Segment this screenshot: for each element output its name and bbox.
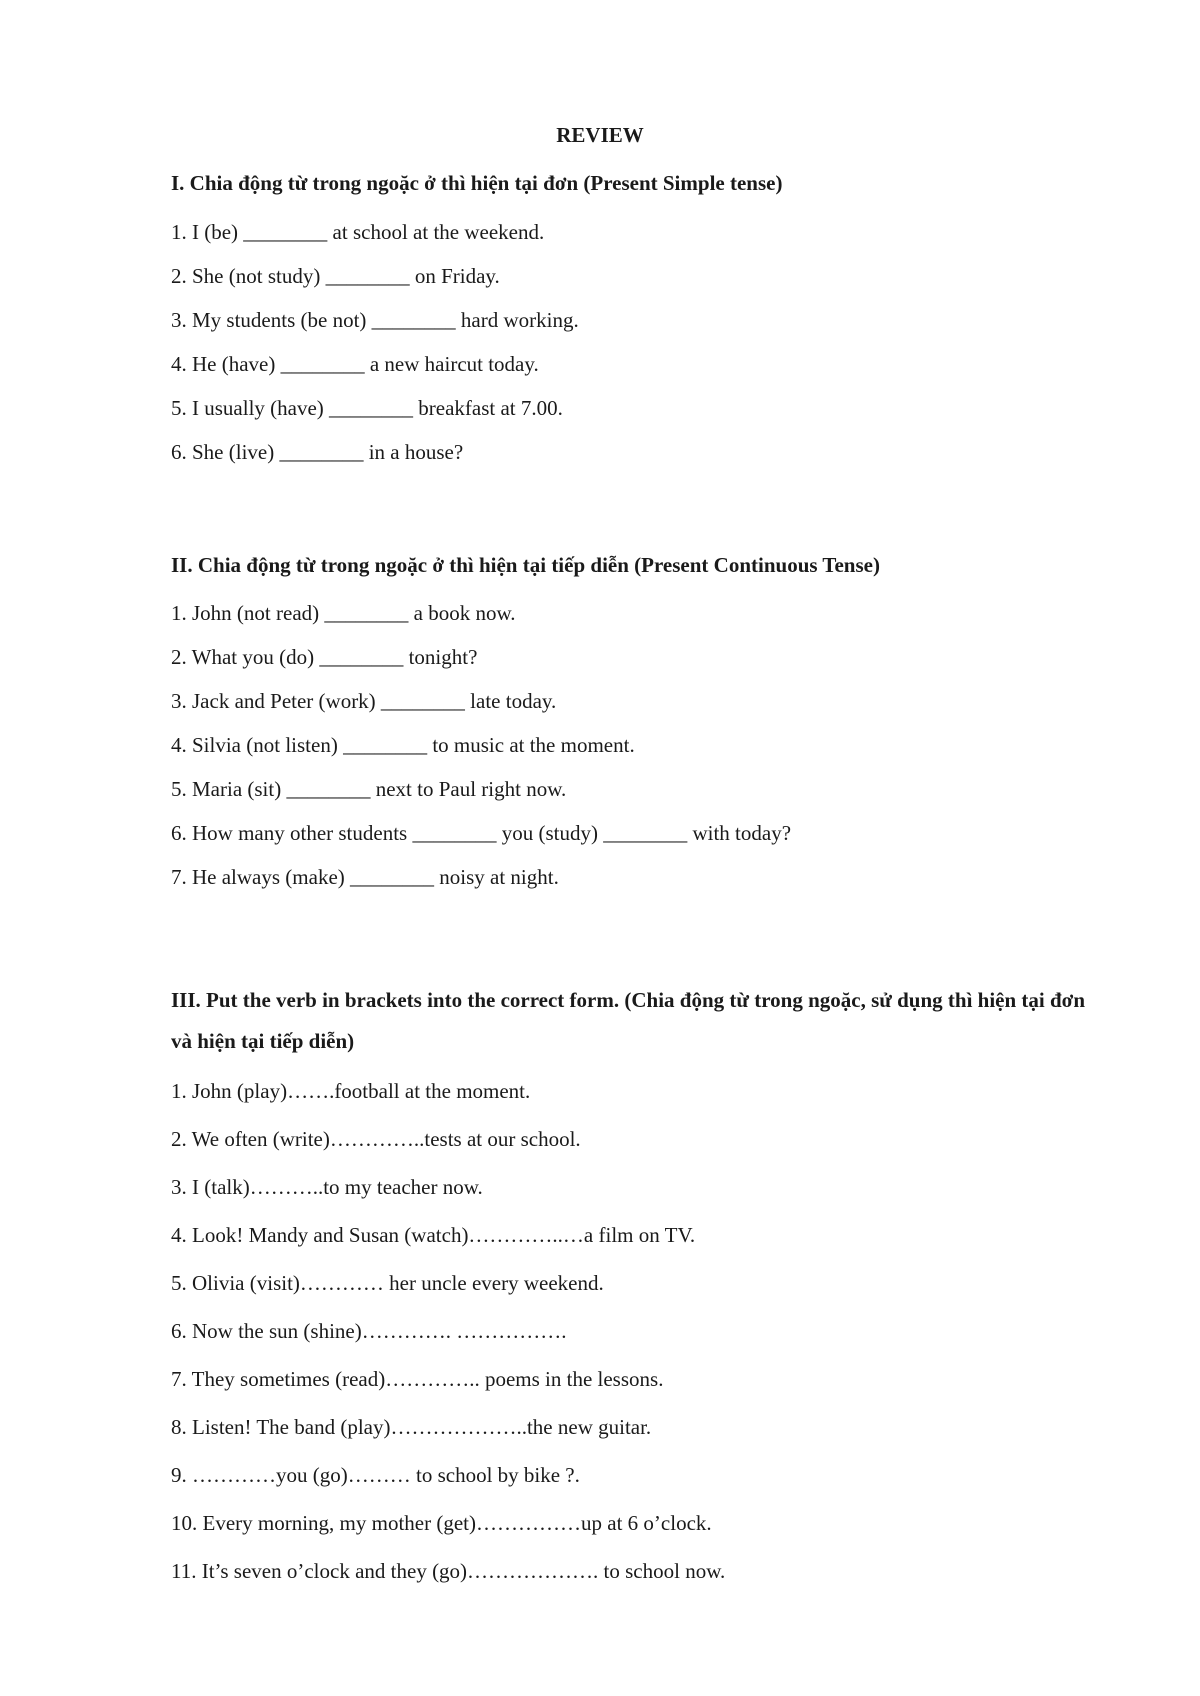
section-3-item-9: 9. …………you (go)……… to school by bike ?.	[171, 1463, 580, 1487]
section-1-item-2: 2. She (not study) ________ on Friday.	[171, 264, 500, 288]
section-3-item-3: 3. I (talk)………..to my teacher now.	[171, 1175, 483, 1199]
section-3-item-11: 11. It’s seven o’clock and they (go)………………. to school now.	[171, 1559, 726, 1583]
section-1-item-5: 5. I usually (have) ________ breakfast at 7.00.	[171, 396, 563, 420]
section-3-heading: III. Put the verb in brackets into the correct form. (Chia động từ trong ngoặc, sử dụng thì hiện tại đơn và hiện tại tiếp diễn)	[171, 988, 1085, 1053]
section-3-item-8: 8. Listen! The band (play)………………..the new guitar.	[171, 1415, 652, 1439]
section-2-heading: II. Chia động từ trong ngoặc ở thì hiện tại tiếp diễn (Present Continuous Tense)	[171, 553, 880, 577]
section-1-item-4: 4. He (have) ________ a new haircut today.	[171, 352, 539, 376]
section-3-item-4: 4. Look! Mandy and Susan (watch)…………..…a film on TV.	[171, 1223, 696, 1247]
section-2-item-1: 1. John (not read) ________ a book now.	[171, 601, 516, 625]
section-2-item-2: 2. What you (do) ________ tonight?	[171, 645, 478, 669]
section-2-item-7: 7. He always (make) ________ noisy at night.	[171, 865, 559, 889]
section-3-item-6: 6. Now the sun (shine)…………. …………….	[171, 1319, 567, 1343]
section-3-item-7: 7. They sometimes (read)………….. poems in the lessons.	[171, 1367, 664, 1391]
section-3-item-10: 10. Every morning, my mother (get)……………up at 6 o’clock.	[171, 1511, 712, 1535]
section-2-item-5: 5. Maria (sit) ________ next to Paul right now.	[171, 777, 567, 801]
section-2-item-4: 4. Silvia (not listen) ________ to music at the moment.	[171, 733, 635, 757]
section-3-item-2: 2. We often (write)…………..tests at our school.	[171, 1127, 581, 1151]
section-2-item-6: 6. How many other students ________ you (study) ________ with today?	[171, 821, 792, 845]
section-1-item-3: 3. My students (be not) ________ hard working.	[171, 308, 579, 332]
section-1-heading: I. Chia động từ trong ngoặc ở thì hiện tại đơn (Present Simple tense)	[171, 171, 783, 195]
section-3-item-1: 1. John (play)…….football at the moment.	[171, 1079, 531, 1103]
page-title: REVIEW	[556, 123, 644, 147]
section-1-item-1: 1. I (be) ________ at school at the weekend.	[171, 220, 545, 244]
section-3-item-5: 5. Olivia (visit)………… her uncle every weekend.	[171, 1271, 604, 1295]
section-2-item-3: 3. Jack and Peter (work) ________ late today.	[171, 689, 557, 713]
section-1-item-6: 6. She (live) ________ in a house?	[171, 440, 464, 464]
